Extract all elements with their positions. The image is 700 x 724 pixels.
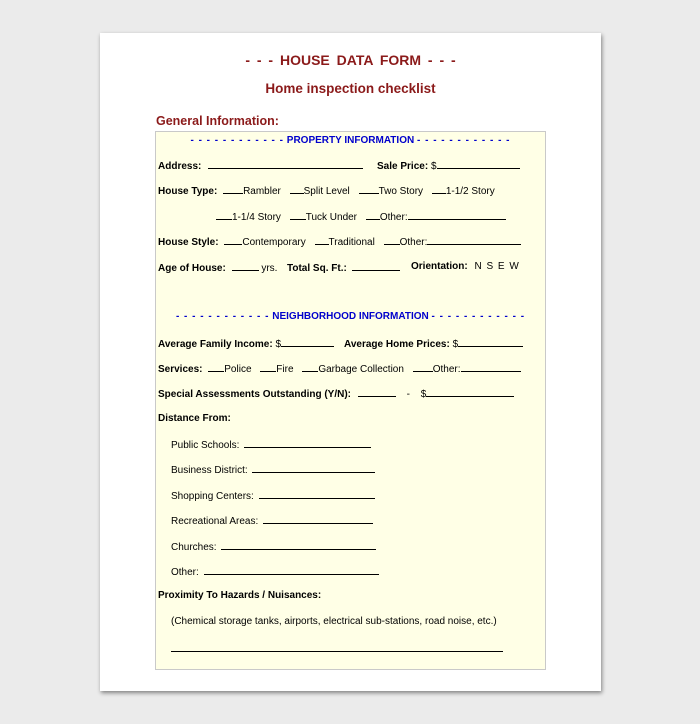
house-style-row [158,235,521,249]
heading-dashes-right: - - - - - - - - - - - - [416,135,511,146]
house-style-other-field[interactable] [427,235,521,245]
distance-other-field[interactable] [204,565,379,575]
family-income-field[interactable] [281,337,334,347]
home-prices-currency: $ [452,339,459,350]
house-type-other: Other: [379,212,408,223]
sqft-field[interactable] [352,261,400,271]
house-type-tuck-under: Tuck Under [305,212,358,223]
age-field[interactable] [232,261,259,271]
address-row [158,159,363,173]
house-type-check-two-story[interactable] [359,184,379,194]
assessments-sep: - [406,389,410,400]
distance-shopping-label: Shopping Centers: [171,491,254,502]
neighborhood-heading-text: NEIGHBORHOOD INFORMATION [272,311,429,322]
distance-other-label: Other: [171,567,199,578]
orientation-values[interactable]: N S E W [474,261,519,272]
house-type-rambler: Rambler [243,186,281,197]
distance-row-churches [171,540,376,554]
form-box [155,131,546,670]
address-field[interactable] [208,159,363,169]
house-type-row [158,184,495,198]
house-style-check-other[interactable] [384,235,400,245]
house-style-check-contemporary[interactable] [224,235,242,245]
assessments-label: Special Assessments Outstanding (Y/N): [158,389,352,400]
house-type-row-2 [216,210,506,224]
sale-price-field[interactable] [437,159,520,169]
property-heading [156,135,545,147]
distance-row-recreation [171,514,373,528]
house-style-traditional: Traditional [328,237,375,248]
assessments-yn-field[interactable] [358,387,396,397]
service-other: Other: [432,364,461,375]
orientation-row [411,261,519,273]
hazards-field[interactable] [171,642,503,652]
house-type-one-quarter-story: 1-1/4 Story [232,212,281,223]
distance-label: Distance From: [158,413,231,424]
house-type-two-story: Two Story [378,186,424,197]
house-type-other-field[interactable] [408,210,506,220]
family-income-label: Average Family Income: [158,339,273,350]
service-other-field[interactable] [461,362,521,372]
distance-row-schools [171,438,371,452]
age-unit: yrs. [261,263,278,274]
hazards-note: (Chemical storage tanks, airports, electrical sub-stations, road noise, etc.) [171,616,497,627]
form-title: - - - HOUSE DATA FORM - - - [245,52,456,68]
distance-schools-label: Public Schools: [171,440,240,451]
heading-dashes-left-2: - - - - - - - - - - - - [175,311,270,322]
house-style-check-traditional[interactable] [315,235,329,245]
assessments-currency: $ [420,389,427,400]
heading-dashes-left: - - - - - - - - - - - - [190,135,284,146]
general-info-heading: General Information: [156,114,279,128]
form-page [100,33,601,691]
property-heading-text: PROPERTY INFORMATION [286,135,415,146]
house-style-label: House Style: [158,237,219,248]
distance-schools-field[interactable] [244,438,371,448]
sqft-label: Total Sq. Ft.: [287,263,347,274]
service-police: Police [224,364,252,375]
services-row [158,362,521,376]
sale-price-prefix: $ [430,161,437,172]
home-prices-row [344,337,523,351]
house-type-label: House Type: [158,186,218,197]
family-income-currency: $ [275,339,282,350]
assessments-row [158,387,514,401]
distance-row-business [171,463,375,477]
distance-recreation-field[interactable] [263,514,373,524]
house-style-other: Other: [399,237,428,248]
distance-business-label: Business District: [171,465,248,476]
home-prices-field[interactable] [458,337,523,347]
assessments-amount-field[interactable] [426,387,514,397]
sale-price-label: Sale Price: [377,161,429,172]
hazards-label: Proximity To Hazards / Nuisances: [158,590,322,601]
house-type-check-rambler[interactable] [223,184,243,194]
distance-recreation-label: Recreational Areas: [171,516,259,527]
house-type-check-split[interactable] [290,184,304,194]
house-style-contemporary: Contemporary [242,237,306,248]
house-type-check-one-quarter[interactable] [216,210,232,220]
house-type-one-half-story: 1-1/2 Story [445,186,495,197]
service-check-other[interactable] [413,362,433,372]
orientation-label: Orientation: [411,261,468,272]
services-label: Services: [158,364,203,375]
distance-shopping-field[interactable] [259,489,375,499]
distance-business-field[interactable] [252,463,375,473]
heading-dashes-right-2: - - - - - - - - - - - - [431,311,526,322]
house-type-check-one-half[interactable] [432,184,446,194]
service-check-garbage[interactable] [302,362,318,372]
house-type-check-tuck[interactable] [290,210,306,220]
distance-row-other [171,565,379,579]
service-fire: Fire [276,364,294,375]
house-type-check-other[interactable] [366,210,380,220]
neighborhood-heading [156,311,545,323]
distance-row-shopping [171,489,375,503]
service-check-fire[interactable] [260,362,276,372]
house-type-split-level: Split Level [303,186,350,197]
age-label: Age of House: [158,263,226,274]
form-subtitle: Home inspection checklist [265,81,436,96]
distance-churches-label: Churches: [171,542,217,553]
distance-churches-field[interactable] [221,540,376,550]
age-row [158,261,277,275]
service-check-police[interactable] [208,362,224,372]
sale-price-row [377,159,520,173]
home-prices-label: Average Home Prices: [344,339,450,350]
service-garbage: Garbage Collection [318,364,404,375]
family-income-row [158,337,334,351]
sqft-row [287,261,400,275]
address-label: Address: [158,161,202,172]
